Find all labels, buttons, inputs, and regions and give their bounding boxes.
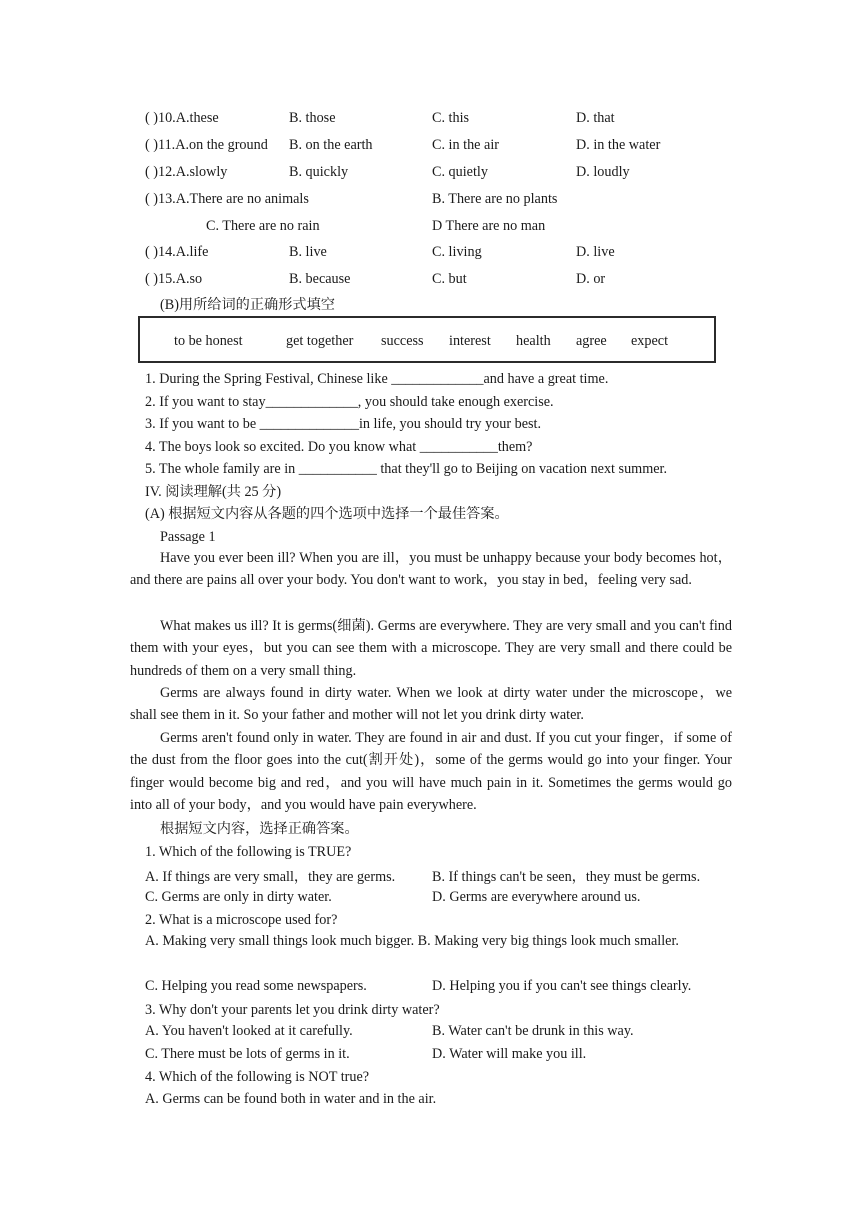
q3-option-b: B. Water can't be drunk in this way. <box>432 1023 634 1039</box>
q3-option-d: D. Water will make you ill. <box>432 1046 587 1062</box>
section-4-title: IV. 阅读理解(共 25 分) <box>145 484 282 500</box>
passage-paragraph: Germs are always found in dirty water. When we look at dirty water under the microscope，we shall see them in it. So your father and mother will not let you drink dirty water. <box>130 685 732 724</box>
q1-option-c: C. Germs are only in dirty water. <box>145 889 332 905</box>
option-c: C. living <box>432 244 482 260</box>
fill-blank-5: 5. The whole family are in ___________ that they'll go to Beijing on vacation next summer. <box>145 461 668 477</box>
option-b: B. because <box>289 271 351 287</box>
question-4-stem: 4. Which of the following is NOT true? <box>145 1069 370 1085</box>
option-c: C. but <box>432 271 467 287</box>
word-box <box>138 316 716 363</box>
option-d: D. in the water <box>576 137 661 153</box>
option-d: D. live <box>576 244 615 260</box>
word-item: health <box>516 333 551 349</box>
q2-options-ab: A. Making very small things look much bigger. B. Making very big things look much smaller. <box>145 933 679 949</box>
option-a: ( )11.A.on the ground <box>145 137 268 153</box>
option-b: B. live <box>289 244 327 260</box>
section-b-title: (B)用所给词的正确形式填空 <box>160 297 335 313</box>
passage-paragraph: Germs aren't found only in water. They are found in air and dust. If you cut your finger，if some of the dust from the floor goes into the cut(割开处)，some of the germs would go into your finger. Your finger would become big and red，and you will have much pain in it. Sometimes the germs would go into all of your body，and you would have pain everywhere. <box>130 730 732 814</box>
option-c: C. quietly <box>432 164 488 180</box>
section-4a-title: (A) 根据短文内容从各题的四个选项中选择一个最佳答案。 <box>145 506 509 522</box>
q1-option-d: D. Germs are everywhere around us. <box>432 889 641 905</box>
option-a: ( )13.A.There are no animals <box>145 191 309 207</box>
option-a: ( )14.A.life <box>145 244 209 260</box>
option-a: ( )15.A.so <box>145 271 203 287</box>
option-d: D There are no man <box>432 218 546 234</box>
word-item: success <box>381 333 424 349</box>
word-item: expect <box>631 333 669 349</box>
fill-blank-3: 3. If you want to be ______________in life, you should try your best. <box>145 416 542 432</box>
word-item: get together <box>286 333 354 349</box>
q1-option-b: B. If things can't be seen，they must be germs. <box>432 869 701 885</box>
option-a: ( )12.A.slowly <box>145 164 228 180</box>
option-c: C. this <box>432 110 470 126</box>
question-3-stem: 3. Why don't your parents let you drink dirty water? <box>145 1002 440 1018</box>
option-c: C. in the air <box>432 137 499 153</box>
option-d: D. loudly <box>576 164 630 180</box>
option-b: B. those <box>289 110 336 126</box>
instruction: 根据短文内容，选择正确答案。 <box>160 821 359 837</box>
q1-option-a: A. If things are very small，they are germs. <box>145 869 396 885</box>
option-b: B. There are no plants <box>432 191 558 207</box>
passage-paragraph: Have you ever been ill? When you are ill，you must be unhappy because your body becomes hot，and there are pains all over your body. You don't want to work，you stay in bed，feeling very sad. <box>130 550 732 589</box>
fill-blank-2: 2. If you want to stay_____________, you should take enough exercise. <box>145 394 554 410</box>
q3-option-c: C. There must be lots of germs in it. <box>145 1046 350 1062</box>
word-item: agree <box>576 333 607 349</box>
question-1-stem: 1. Which of the following is TRUE? <box>145 844 352 860</box>
q2-option-c: C. Helping you read some newspapers. <box>145 978 367 994</box>
option-a: ( )10.A.these <box>145 110 219 126</box>
passage-paragraph: What makes us ill? It is germs(细菌). Germs are everywhere. They are very small and you can't find them with your eyes，but you can see them with a microscope. They are very small and there could be hundreds of them on a very small thing. <box>130 618 732 679</box>
q3-option-a: A. You haven't looked at it carefully. <box>145 1023 353 1039</box>
option-d: D. that <box>576 110 615 126</box>
question-2-stem: 2. What is a microscope used for? <box>145 912 338 928</box>
fill-blank-4: 4. The boys look so excited. Do you know what ___________them? <box>145 439 533 455</box>
fill-blank-1: 1. During the Spring Festival, Chinese like _____________and have a great time. <box>145 371 609 387</box>
option-c: C. There are no rain <box>206 218 320 234</box>
option-d: D. or <box>576 271 606 287</box>
word-item: interest <box>449 333 491 349</box>
option-b: B. on the earth <box>289 137 373 153</box>
passage-title: Passage 1 <box>160 529 216 545</box>
word-item: to be honest <box>174 333 243 349</box>
option-b: B. quickly <box>289 164 349 180</box>
q2-option-d: D. Helping you if you can't see things clearly. <box>432 978 692 994</box>
q4-option-a: A. Germs can be found both in water and in the air. <box>145 1091 437 1107</box>
